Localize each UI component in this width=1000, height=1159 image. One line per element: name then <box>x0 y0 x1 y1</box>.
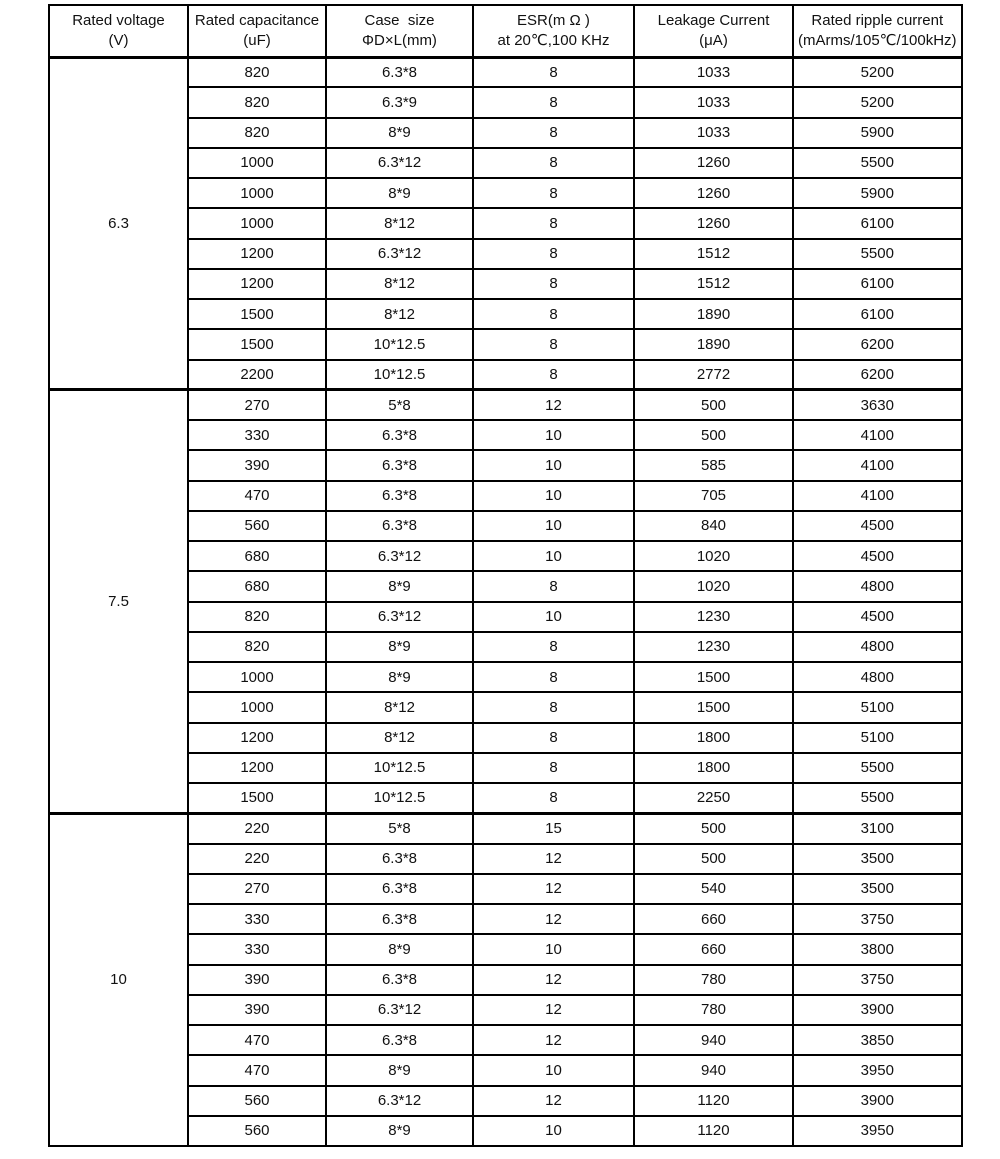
header-rated-voltage <box>49 5 188 57</box>
case-size-cell: 8*9 <box>326 632 473 662</box>
capacitance-cell: 1200 <box>188 239 326 269</box>
capacitance-cell: 270 <box>188 874 326 904</box>
ripple-current-cell: 6100 <box>793 299 962 329</box>
capacitance-cell: 390 <box>188 995 326 1025</box>
leakage-current-cell: 1033 <box>634 118 793 148</box>
leakage-current-cell: 1800 <box>634 723 793 753</box>
case-size-cell: 6.3*12 <box>326 541 473 571</box>
header-line: ESR(m Ω ) <box>517 11 590 29</box>
leakage-current-cell: 1260 <box>634 178 793 208</box>
capacitance-cell: 820 <box>188 87 326 117</box>
voltage-group-cell: 7.5 <box>49 390 188 814</box>
capacitance-cell: 330 <box>188 904 326 934</box>
capacitance-cell: 1200 <box>188 723 326 753</box>
leakage-current-cell: 1500 <box>634 692 793 722</box>
case-size-cell: 10*12.5 <box>326 329 473 359</box>
capacitance-cell: 330 <box>188 934 326 964</box>
header-line: Rated voltage <box>72 11 165 29</box>
ripple-current-cell: 4100 <box>793 420 962 450</box>
esr-cell: 12 <box>473 874 634 904</box>
capacitance-cell: 1500 <box>188 783 326 813</box>
ripple-current-cell: 5500 <box>793 239 962 269</box>
capacitance-cell: 820 <box>188 118 326 148</box>
leakage-current-cell: 2250 <box>634 783 793 813</box>
capacitance-cell: 1000 <box>188 148 326 178</box>
capacitance-cell: 560 <box>188 1116 326 1146</box>
table-row <box>49 813 962 843</box>
ripple-current-cell: 5100 <box>793 723 962 753</box>
leakage-current-cell: 940 <box>634 1025 793 1055</box>
esr-cell: 12 <box>473 1086 634 1116</box>
ripple-current-cell: 5200 <box>793 87 962 117</box>
ripple-current-cell: 4500 <box>793 511 962 541</box>
capacitance-cell: 390 <box>188 450 326 480</box>
leakage-current-cell: 540 <box>634 874 793 904</box>
ripple-current-cell: 3950 <box>793 1055 962 1085</box>
case-size-cell: 8*9 <box>326 178 473 208</box>
case-size-cell: 10*12.5 <box>326 360 473 390</box>
ripple-current-cell: 4800 <box>793 571 962 601</box>
capacitance-cell: 470 <box>188 1025 326 1055</box>
case-size-cell: 6.3*8 <box>326 874 473 904</box>
esr-cell: 8 <box>473 783 634 813</box>
esr-cell: 8 <box>473 269 634 299</box>
esr-cell: 8 <box>473 239 634 269</box>
capacitance-cell: 560 <box>188 1086 326 1116</box>
esr-cell: 12 <box>473 904 634 934</box>
capacitance-cell: 470 <box>188 1055 326 1085</box>
case-size-cell: 8*12 <box>326 208 473 238</box>
ripple-current-cell: 4500 <box>793 602 962 632</box>
esr-cell: 8 <box>473 360 634 390</box>
esr-cell: 10 <box>473 1055 634 1085</box>
ripple-current-cell: 5900 <box>793 118 962 148</box>
case-size-cell: 8*12 <box>326 269 473 299</box>
table-header <box>49 5 962 57</box>
header-ripple-current <box>793 5 962 57</box>
leakage-current-cell: 1120 <box>634 1116 793 1146</box>
esr-cell: 10 <box>473 420 634 450</box>
ripple-current-cell: 4800 <box>793 662 962 692</box>
ripple-current-cell: 5100 <box>793 692 962 722</box>
case-size-cell: 6.3*8 <box>326 57 473 87</box>
case-size-cell: 6.3*12 <box>326 602 473 632</box>
leakage-current-cell: 1033 <box>634 87 793 117</box>
leakage-current-cell: 660 <box>634 904 793 934</box>
esr-cell: 12 <box>473 390 634 420</box>
header-leakage-current <box>634 5 793 57</box>
ripple-current-cell: 5500 <box>793 148 962 178</box>
esr-cell: 12 <box>473 995 634 1025</box>
capacitance-cell: 1000 <box>188 178 326 208</box>
esr-cell: 12 <box>473 965 634 995</box>
header-line: Rated ripple current <box>811 11 944 29</box>
leakage-current-cell: 500 <box>634 844 793 874</box>
capacitance-cell: 1000 <box>188 208 326 238</box>
esr-cell: 8 <box>473 148 634 178</box>
leakage-current-cell: 2772 <box>634 360 793 390</box>
case-size-cell: 10*12.5 <box>326 783 473 813</box>
leakage-current-cell: 500 <box>634 420 793 450</box>
ripple-current-cell: 4100 <box>793 481 962 511</box>
esr-cell: 10 <box>473 450 634 480</box>
case-size-cell: 8*12 <box>326 299 473 329</box>
ripple-current-cell: 3900 <box>793 1086 962 1116</box>
capacitor-spec-table <box>48 4 963 1147</box>
leakage-current-cell: 500 <box>634 813 793 843</box>
leakage-current-cell: 660 <box>634 934 793 964</box>
case-size-cell: 8*9 <box>326 662 473 692</box>
ripple-current-cell: 5200 <box>793 57 962 87</box>
case-size-cell: 8*12 <box>326 723 473 753</box>
case-size-cell: 6.3*8 <box>326 511 473 541</box>
header-line: at 20℃,100 KHz <box>497 31 610 49</box>
esr-cell: 8 <box>473 753 634 783</box>
leakage-current-cell: 1890 <box>634 299 793 329</box>
header-row <box>49 5 962 57</box>
leakage-current-cell: 1260 <box>634 208 793 238</box>
header-line: ΦD×L(mm) <box>362 31 437 49</box>
ripple-current-cell: 5900 <box>793 178 962 208</box>
capacitance-cell: 1200 <box>188 753 326 783</box>
esr-cell: 8 <box>473 329 634 359</box>
esr-cell: 8 <box>473 299 634 329</box>
leakage-current-cell: 1260 <box>634 148 793 178</box>
esr-cell: 8 <box>473 118 634 148</box>
case-size-cell: 6.3*12 <box>326 239 473 269</box>
case-size-cell: 10*12.5 <box>326 753 473 783</box>
esr-cell: 12 <box>473 1025 634 1055</box>
header-line: (uF) <box>243 31 271 49</box>
leakage-current-cell: 1120 <box>634 1086 793 1116</box>
ripple-current-cell: 3500 <box>793 874 962 904</box>
capacitance-cell: 820 <box>188 602 326 632</box>
case-size-cell: 8*9 <box>326 1116 473 1146</box>
ripple-current-cell: 6200 <box>793 360 962 390</box>
table-body <box>49 57 962 1146</box>
ripple-current-cell: 4500 <box>793 541 962 571</box>
esr-cell: 8 <box>473 571 634 601</box>
esr-cell: 10 <box>473 934 634 964</box>
case-size-cell: 8*9 <box>326 571 473 601</box>
capacitance-cell: 1000 <box>188 662 326 692</box>
ripple-current-cell: 3750 <box>793 904 962 934</box>
ripple-current-cell: 4100 <box>793 450 962 480</box>
header-esr <box>473 5 634 57</box>
ripple-current-cell: 4800 <box>793 632 962 662</box>
capacitance-cell: 330 <box>188 420 326 450</box>
ripple-current-cell: 3950 <box>793 1116 962 1146</box>
header-case-size <box>326 5 473 57</box>
header-line: (mArms/105℃/100kHz) <box>798 31 957 49</box>
ripple-current-cell: 3850 <box>793 1025 962 1055</box>
case-size-cell: 8*9 <box>326 934 473 964</box>
leakage-current-cell: 840 <box>634 511 793 541</box>
ripple-current-cell: 5500 <box>793 783 962 813</box>
case-size-cell: 6.3*8 <box>326 1025 473 1055</box>
capacitance-cell: 220 <box>188 813 326 843</box>
leakage-current-cell: 940 <box>634 1055 793 1085</box>
leakage-current-cell: 585 <box>634 450 793 480</box>
ripple-current-cell: 3630 <box>793 390 962 420</box>
esr-cell: 8 <box>473 87 634 117</box>
capacitance-cell: 1000 <box>188 692 326 722</box>
header-line: Case size <box>364 11 435 29</box>
header-line: Rated capacitance <box>194 11 320 29</box>
capacitance-cell: 560 <box>188 511 326 541</box>
esr-cell: 12 <box>473 844 634 874</box>
header-line: (V) <box>108 31 129 49</box>
case-size-cell: 6.3*12 <box>326 995 473 1025</box>
ripple-current-cell: 5500 <box>793 753 962 783</box>
esr-cell: 8 <box>473 723 634 753</box>
case-size-cell: 6.3*8 <box>326 844 473 874</box>
ripple-current-cell: 3100 <box>793 813 962 843</box>
leakage-current-cell: 500 <box>634 390 793 420</box>
case-size-cell: 6.3*12 <box>326 148 473 178</box>
leakage-current-cell: 1230 <box>634 632 793 662</box>
esr-cell: 10 <box>473 602 634 632</box>
case-size-cell: 6.3*8 <box>326 450 473 480</box>
capacitance-cell: 1200 <box>188 269 326 299</box>
capacitance-cell: 820 <box>188 632 326 662</box>
capacitance-cell: 470 <box>188 481 326 511</box>
leakage-current-cell: 1020 <box>634 571 793 601</box>
case-size-cell: 8*9 <box>326 118 473 148</box>
esr-cell: 10 <box>473 481 634 511</box>
capacitance-cell: 1500 <box>188 329 326 359</box>
esr-cell: 8 <box>473 208 634 238</box>
header-line: Leakage Current <box>657 11 770 29</box>
case-size-cell: 8*12 <box>326 692 473 722</box>
case-size-cell: 6.3*8 <box>326 904 473 934</box>
leakage-current-cell: 1800 <box>634 753 793 783</box>
case-size-cell: 6.3*8 <box>326 481 473 511</box>
ripple-current-cell: 3800 <box>793 934 962 964</box>
esr-cell: 8 <box>473 692 634 722</box>
leakage-current-cell: 1033 <box>634 57 793 87</box>
voltage-group-cell: 10 <box>49 813 188 1146</box>
capacitance-cell: 220 <box>188 844 326 874</box>
esr-cell: 10 <box>473 511 634 541</box>
leakage-current-cell: 1512 <box>634 239 793 269</box>
case-size-cell: 8*9 <box>326 1055 473 1085</box>
case-size-cell: 5*8 <box>326 390 473 420</box>
case-size-cell: 6.3*8 <box>326 420 473 450</box>
esr-cell: 8 <box>473 632 634 662</box>
leakage-current-cell: 1020 <box>634 541 793 571</box>
voltage-group-cell: 6.3 <box>49 57 188 390</box>
leakage-current-cell: 1890 <box>634 329 793 359</box>
header-rated-capacitance <box>188 5 326 57</box>
esr-cell: 10 <box>473 541 634 571</box>
capacitance-cell: 680 <box>188 541 326 571</box>
leakage-current-cell: 705 <box>634 481 793 511</box>
case-size-cell: 6.3*8 <box>326 965 473 995</box>
case-size-cell: 6.3*12 <box>326 1086 473 1116</box>
table-row <box>49 390 962 420</box>
header-line: (μA) <box>699 31 728 49</box>
ripple-current-cell: 6100 <box>793 208 962 238</box>
capacitance-cell: 390 <box>188 965 326 995</box>
leakage-current-cell: 780 <box>634 995 793 1025</box>
ripple-current-cell: 3500 <box>793 844 962 874</box>
leakage-current-cell: 1500 <box>634 662 793 692</box>
case-size-cell: 5*8 <box>326 813 473 843</box>
leakage-current-cell: 780 <box>634 965 793 995</box>
esr-cell: 15 <box>473 813 634 843</box>
ripple-current-cell: 6200 <box>793 329 962 359</box>
ripple-current-cell: 3900 <box>793 995 962 1025</box>
esr-cell: 10 <box>473 1116 634 1146</box>
ripple-current-cell: 3750 <box>793 965 962 995</box>
leakage-current-cell: 1230 <box>634 602 793 632</box>
table-row <box>49 57 962 87</box>
capacitance-cell: 820 <box>188 57 326 87</box>
capacitance-cell: 2200 <box>188 360 326 390</box>
capacitance-cell: 1500 <box>188 299 326 329</box>
esr-cell: 8 <box>473 662 634 692</box>
ripple-current-cell: 6100 <box>793 269 962 299</box>
leakage-current-cell: 1512 <box>634 269 793 299</box>
capacitance-cell: 270 <box>188 390 326 420</box>
esr-cell: 8 <box>473 57 634 87</box>
esr-cell: 8 <box>473 178 634 208</box>
case-size-cell: 6.3*9 <box>326 87 473 117</box>
capacitance-cell: 680 <box>188 571 326 601</box>
